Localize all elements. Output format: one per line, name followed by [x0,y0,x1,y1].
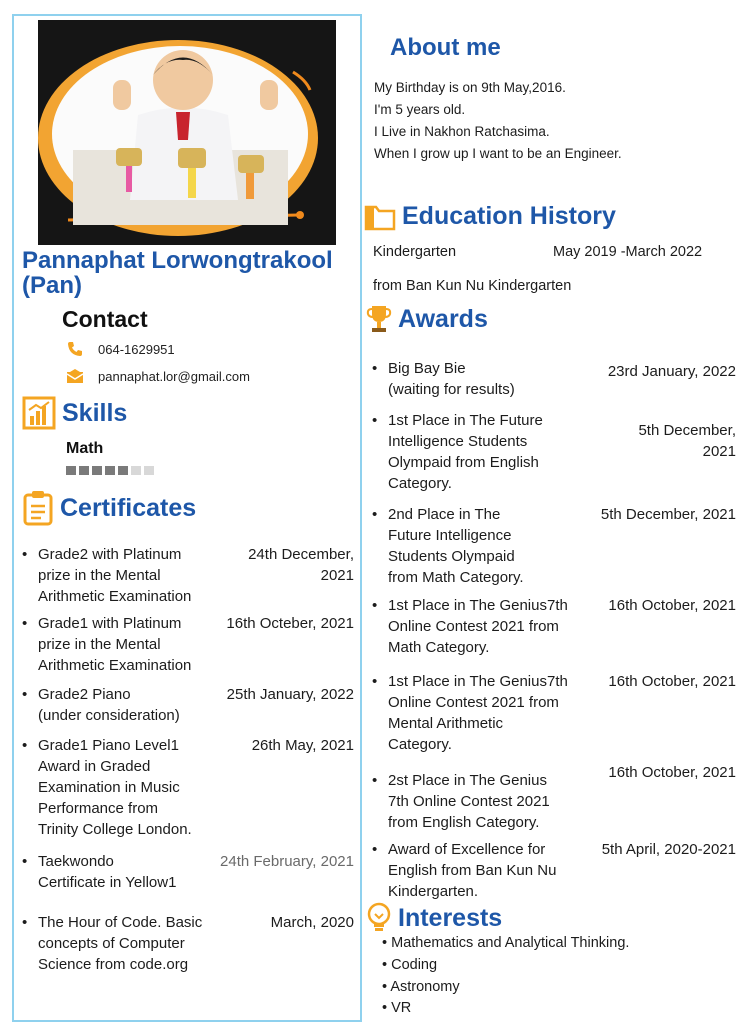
bullet-icon: • [372,841,378,858]
certificate-item-text: Grade1 with Platinum [38,615,182,632]
award-item-date: 2021 [702,443,736,460]
award-item-text: Award of Excellence for [388,841,546,858]
skill-level-dot [79,466,89,475]
interests-heading [366,902,502,934]
certificate-item-date: 2021 [320,567,354,584]
clipboard-icon [22,490,54,526]
bullet-icon: • [372,597,378,614]
phone-icon [66,341,84,357]
certificate-item-date: 24th February, 2021 [220,853,354,870]
bullet-icon: • [22,737,28,754]
award-item-text: Kindergarten. [388,883,479,900]
award-item-text: (waiting for results) [388,381,515,398]
education-school: from Ban Kun Nu Kindergarten [373,278,572,294]
certificate-item-date: 25th January, 2022 [226,686,354,703]
skills-heading [22,396,127,430]
award-item-text: Big Bay Bie [388,360,466,377]
certificate-item-text: The Hour of Code. Basic [38,914,203,931]
certificate-item-date: March, 2020 [270,914,354,931]
skill-name: Math [66,440,104,457]
email-address[interactable]: pannaphat.lor@gmail.com [98,368,250,384]
certificate-item-text: Grade2 with Platinum [38,546,182,563]
bullet-icon: • [22,546,28,563]
certificate-item-text: Science from code.org [38,956,189,973]
skill-level-dot [66,466,76,475]
trophy-icon [366,304,392,334]
bullet-icon: • [382,979,391,995]
award-item-date: 16th October, 2021 [608,673,736,690]
award-item-text: 1st Place in The Future [388,412,543,429]
education-level: Kindergarten [373,244,457,260]
award-item-text: Mental Arithmetic [388,715,504,732]
skill-level-dot [118,466,128,475]
award-item-text: English from Ban Kun Nu [388,862,557,879]
award-item-text: from Math Category. [388,569,524,586]
award-item-text: Students Olympaid [388,548,515,565]
about-line: I'm 5 years old. [374,102,466,117]
award-item-text: Online Contest 2021 from [388,618,559,635]
award-item-date: 5th December, 2021 [600,506,736,523]
bullet-icon: • [372,772,378,789]
bullet-icon: • [372,673,378,690]
bullet-icon: • [382,957,392,973]
award-item-text: Category. [388,475,452,492]
interests-title: Interests [398,903,503,932]
interest-item [382,979,460,995]
chart-icon [22,396,56,430]
award-item-text: 1st Place in The Genius7th [388,673,568,690]
certificate-item-date: 24th December, [248,546,354,563]
bullet-icon: • [22,914,28,931]
certificate-item-text: Performance from [38,800,159,817]
certificate-item-text: Certificate in Yellow1 [38,874,177,891]
awards-heading [366,304,488,334]
certificate-item-text: Examination in Music [38,779,180,796]
skill-level-dot [92,466,102,475]
profile-photo-illustration [38,20,336,245]
interest-item [382,957,437,973]
email-icon [66,368,84,384]
certificate-item-text: Trinity College London. [38,821,192,838]
interest-item [382,1000,411,1016]
skill-level-dot [144,466,154,475]
award-item-text: 7th Online Contest 2021 [388,793,550,810]
certificate-item-text: Grade2 Piano [38,686,131,703]
lightbulb-icon [366,902,392,934]
certificate-item-text: Grade1 Piano Level1 [38,737,179,754]
certificate-item-text: concepts of Computer [38,935,185,952]
interest-text: VR [391,1000,412,1016]
certificate-item-text: Taekwondo [38,853,114,870]
skill-level-dot [131,466,141,475]
award-item-date: 23rd January, 2022 [607,363,736,380]
skill-level-meter [66,466,154,475]
interest-text: Mathematics and Analytical Thinking. [391,935,630,951]
award-item-text: Category. [388,736,452,753]
certificate-item-text: Award in Graded [38,758,151,775]
about-title: About me [390,34,501,61]
about-line: My Birthday is on 9th May,2016. [374,80,566,95]
award-item-text: Future Intelligence [388,527,512,544]
bullet-icon: • [22,615,28,632]
award-item-text: from English Category. [388,814,540,831]
awards-title: Awards [398,304,488,333]
award-item-date: 5th December, [638,422,736,439]
award-item-text: 1st Place in The Genius7th [388,597,568,614]
education-period: May 2019 -March 2022 [553,244,703,260]
bullet-icon: • [372,506,378,523]
folder-icon [364,203,396,231]
full-name: Pannaphat Lorwongtrakool [22,247,333,274]
award-item-date: 16th October, 2021 [608,597,736,614]
award-item-text: 2nd Place in The [388,506,501,523]
interest-text: Coding [391,957,438,973]
skills-title: Skills [62,398,128,427]
interest-item [382,935,629,951]
certificate-item-text: prize in the Mental [38,636,161,653]
education-heading [364,202,616,231]
bullet-icon: • [382,935,392,951]
bullet-icon: • [372,412,378,429]
education-title: Education History [402,202,616,230]
bullet-icon: • [22,686,28,703]
award-item-text: Olympaid from English [388,454,539,471]
about-heading [390,34,501,62]
award-item-date: 16th October, 2021 [608,764,736,781]
certificate-item-date: 26th May, 2021 [251,737,354,754]
certificates-heading [22,490,196,526]
award-item-date: 5th April, 2020-2021 [601,841,736,858]
bullet-icon: • [382,1000,392,1016]
certificate-item-text: prize in the Mental [38,567,161,584]
phone-row [66,341,175,357]
certificates-title: Certificates [60,493,197,522]
skill-level-dot [105,466,115,475]
award-item-text: 2st Place in The Genius [388,772,547,789]
nickname: (Pan) [22,272,82,299]
profile-photo [38,20,336,245]
profile-name [22,248,362,298]
certificate-item-text: Arithmetic Examination [38,657,192,674]
award-item-text: Intelligence Students [388,433,528,450]
about-line: I Live in Nakhon Ratchasima. [374,124,550,139]
bullet-icon: • [22,853,28,870]
about-line: When I grow up I want to be an Engineer. [374,146,622,161]
email-row [66,368,250,384]
phone-number[interactable]: 064-1629951 [98,341,175,357]
contact-title: Contact [62,306,148,332]
about-text [374,77,622,165]
award-item-text: Math Category. [388,639,490,656]
certificate-item-date: 16th Octeber, 2021 [226,615,354,632]
bullet-icon: • [372,360,378,377]
certificate-item-text: (under consideration) [38,707,180,724]
certificate-item-text: Arithmetic Examination [38,588,192,605]
interest-text: Astronomy [390,979,460,995]
award-item-text: Online Contest 2021 from [388,694,559,711]
